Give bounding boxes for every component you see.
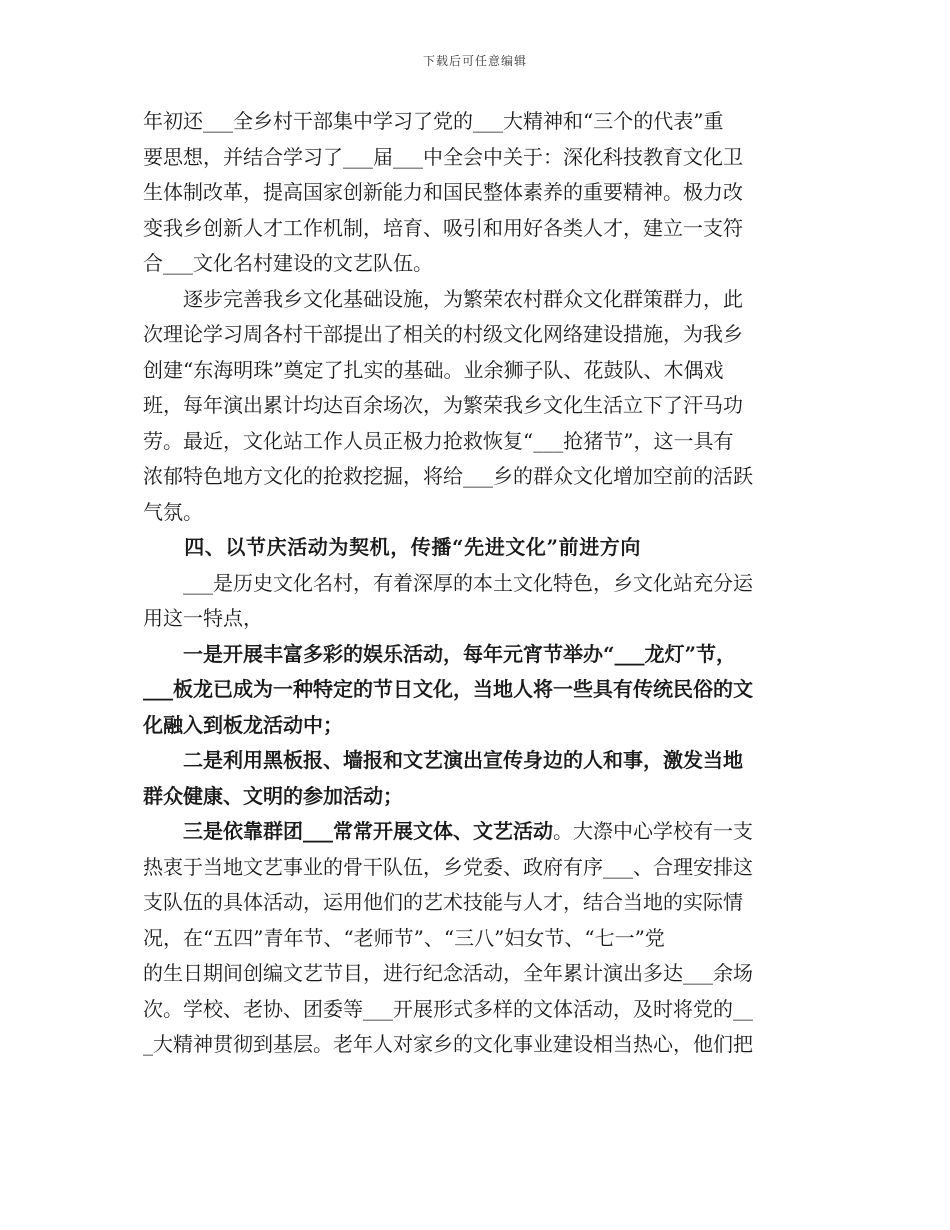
- text-line: 班，每年演出累计均达百余场次，为繁荣我乡文化生活立下了汗马功: [143, 393, 743, 417]
- page-header: 下载后可任意编辑: [422, 54, 527, 68]
- text-line: 浓郁特色地方文化的抢救挖掘，将给___乡的群众文化增加空前的活跃: [143, 464, 753, 488]
- text-line: 创建“东海明珠”奠定了扎实的基础。业余狮子队、花鼓队、木偶戏: [143, 357, 724, 382]
- text-line: 要思想，并结合学习了___届___中全会中关于：深化科技教育文化卫: [143, 144, 743, 169]
- text-line: 化融入到板龙活动中；: [143, 712, 343, 737]
- text-line: 变我乡创新人才工作机制，培育、吸引和用好各类人才，建立一支符: [143, 215, 743, 240]
- text-line: 气氛。: [143, 499, 203, 524]
- text-line: 用这一特点，: [143, 606, 263, 630]
- text-line: [143, 814, 811, 850]
- text-line: 群众健康、文明的参加活动；: [143, 783, 403, 808]
- heading-line: 四、以节庆活动为契机，传播“先进文化”前进方向: [143, 535, 642, 559]
- paragraph-study: [143, 104, 811, 282]
- point-three-lead: 三是依靠群团___常常开展文体、文艺活动: [143, 819, 553, 843]
- document-body: [143, 104, 811, 1063]
- paragraph-point-two: [143, 743, 811, 814]
- text-line: 生体制改革，提高国家创新能力和国民整体素养的重要精神。极力改: [143, 180, 743, 204]
- section-heading: [143, 530, 811, 566]
- text-line: ___板龙已成为一种特定的节日文化，当地人将一些具有传统民俗的文: [143, 677, 753, 701]
- paragraph-point-three: [143, 814, 811, 1063]
- text-line: ___是历史文化名村，有着深厚的本土文化特色，乡文化站充分运: [143, 570, 753, 595]
- text-line: 况，在“五四”青年节、“老师节”、“三八”妇女节、“七一”党: [143, 925, 665, 950]
- paragraph-facilities: [143, 282, 811, 531]
- text-line: 年初还___全乡村干部集中学习了党的___大精神和“三个的代表”重: [143, 109, 724, 133]
- text-line: 一是开展丰富多彩的娱乐活动，每年元宵节举办“___龙灯”节，: [143, 641, 737, 666]
- text-line: 次。学校、老协、团委等___开展形式多样的文体活动，及时将党的__: [143, 996, 753, 1021]
- paragraph-point-one: [143, 637, 811, 744]
- text-line: 逐步完善我乡文化基础设施，为繁荣农村群众文化群策群力，此: [143, 286, 743, 311]
- text-line: 热衷于当地文艺事业的骨干队伍，乡党委、政府有序___、合理安排这: [143, 854, 753, 879]
- text-line: 二是利用黑板报、墙报和文艺演出宣传身边的人和事，激发当地: [143, 748, 743, 772]
- text-line: 合___文化名村建设的文艺队伍。: [143, 251, 433, 275]
- text-line: 的生日期间创编文艺节目，进行纪念活动，全年累计演出多达___余场: [143, 961, 753, 985]
- text-line: 支队伍的具体活动，运用他们的艺术技能与人才，结合当地的实际情: [143, 890, 743, 914]
- paragraph-intro: [143, 566, 811, 637]
- point-three-rest: 。大漈中心学校有一支: [553, 819, 753, 843]
- text-line: 次理论学习周各村干部提出了相关的村级文化网络建设措施，为我乡: [143, 322, 743, 346]
- text-line: 劳。最近，文化站工作人员正极力抢救恢复“___抢猪节”，这一具有: [143, 428, 734, 453]
- text-line: _大精神贯彻到基层。老年人对家乡的文化事业建设相当热心，他们把: [143, 1032, 753, 1056]
